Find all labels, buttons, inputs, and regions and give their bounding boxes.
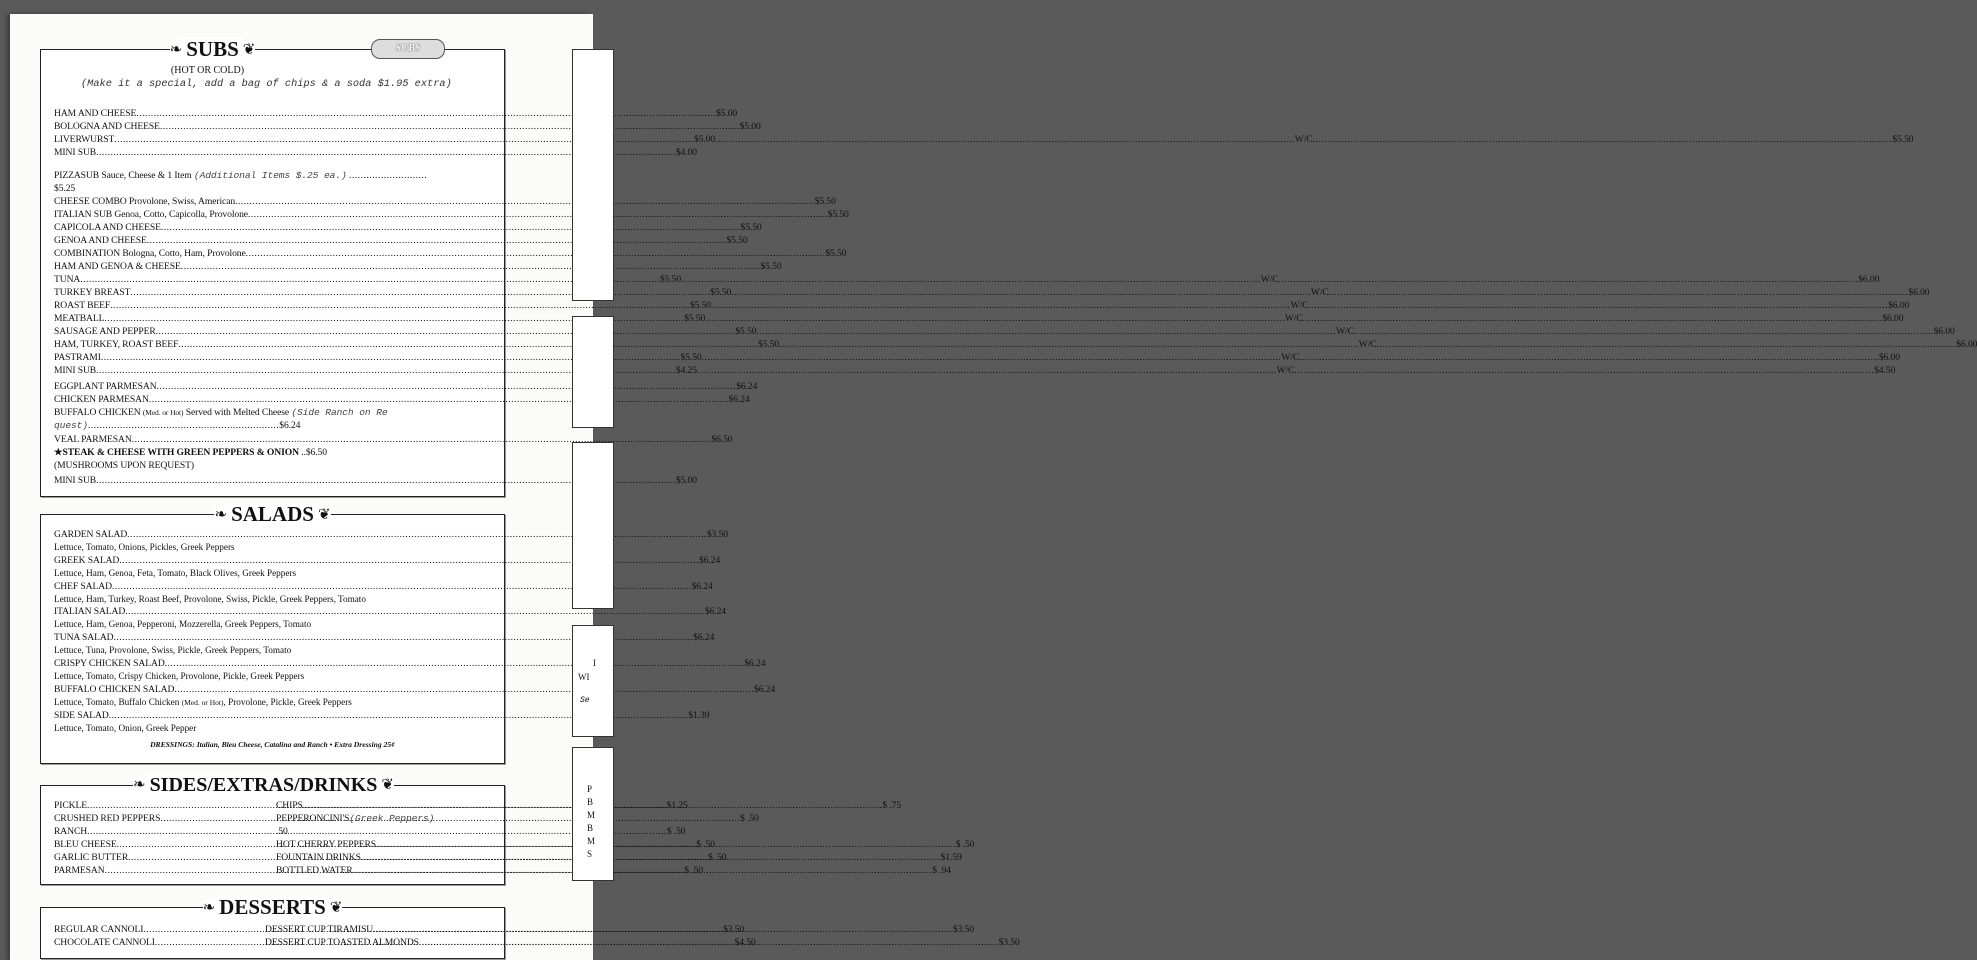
item-price: $6.24: [693, 632, 715, 644]
salad-row: [54, 580, 713, 593]
item-name: HOT CHERRY PEPPERS: [276, 839, 377, 850]
item-name: CHEF SALAD: [54, 580, 112, 592]
item-name: ROAST BEEF: [54, 300, 111, 311]
item-wc-label: W/C: [1336, 326, 1354, 337]
item-note: (Greek Peppers): [349, 813, 435, 824]
item-price-plain: $4.25: [675, 365, 697, 376]
right-box-letter: B: [587, 823, 594, 833]
pizzasub-price: $5.25: [54, 183, 76, 194]
sides-title: ❧ SIDES/EXTRAS/DRINKS ❦: [132, 774, 394, 796]
item-name: DESSERT CUP TOASTED ALMONDS: [265, 937, 419, 948]
salad-description: Lettuce, Tomato, Buffalo Chicken (Med. or Hot), Provolone, Pickle, Greek Peppers: [54, 696, 352, 707]
right-box-4: I WI Se: [572, 625, 614, 737]
desserts-section: [40, 895, 1020, 959]
right-box-1: [572, 49, 614, 301]
item-name: MINI SUB: [54, 475, 97, 486]
salad-description: Lettuce, Tomato, Onion, Greek Pepper: [54, 722, 197, 733]
item-name: EGGPLANT PARMESAN: [54, 381, 157, 392]
ornament-right-icon: ❦: [242, 42, 256, 58]
item-price: $ .94: [932, 865, 951, 876]
item-price: $ .50: [666, 826, 686, 837]
item-name: SIDE SALAD: [54, 709, 109, 721]
item-name: TURKEY BREAST: [54, 287, 131, 298]
salad-row: [54, 709, 710, 722]
item-name: HAM AND CHEESE: [54, 108, 137, 119]
ornament-left-icon: ❧: [202, 900, 216, 916]
steak-row: ★STEAK & CHEESE WITH GREEN PEPPERS & ONION ..$6.50: [54, 447, 327, 458]
item-name: BOLOGNA AND CHEESE: [54, 121, 160, 132]
side-item-row: [276, 825, 488, 838]
item-price: $5.50: [814, 196, 836, 207]
item-name: ITALIAN SUB Genoa, Cotto, Capicolla, Provolone: [54, 209, 248, 220]
item-price: $3.50: [723, 924, 745, 935]
item-price: $ .50: [684, 865, 703, 876]
salads-title: ❧ SALADS ❦: [214, 502, 331, 526]
salad-row: [54, 554, 721, 567]
item-price: $6.24: [728, 394, 750, 405]
menu-item-row: [54, 133, 1914, 146]
menu-item-row: [54, 325, 1955, 338]
subs-special-note: (Make it a special, add a bag of chips & a soda $1.95 extra): [81, 78, 452, 90]
menu-item-row: [54, 380, 758, 393]
item-name: BLEU CHEESE: [54, 839, 117, 850]
buffalo-chicken-row: BUFFALO CHICKEN (Med. or Hot) Served with Melted Cheese (Side Ranch on Re: [54, 407, 388, 418]
subs-section: [40, 37, 1977, 497]
item-name: PEPPERONCINI'S: [276, 813, 350, 824]
item-wc-label: W/C: [1358, 339, 1377, 350]
salad-description: Lettuce, Tomato, Onions, Pickles, Greek Peppers: [54, 542, 235, 552]
item-price: $5.00: [739, 121, 761, 132]
item-price: $1.59: [940, 852, 962, 863]
item-price: $5.50: [740, 222, 762, 233]
item-price: $ .50: [707, 852, 727, 863]
item-price: $6.00: [1858, 274, 1880, 285]
item-name: VEAL PARMESAN: [54, 434, 132, 445]
item-price: $ .50: [955, 839, 975, 850]
right-box-2: [572, 316, 614, 428]
right-box-letter: P: [587, 784, 593, 794]
sides-section: [40, 774, 975, 885]
item-price: $5.50: [726, 235, 748, 246]
subs-logo: SUBS: [371, 39, 445, 59]
item-price: $6.24: [744, 658, 766, 669]
item-price-plain: $5.00: [693, 134, 716, 145]
item-name: BUFFALO CHICKEN SALAD: [54, 683, 175, 695]
item-price: $4.50: [734, 937, 756, 948]
item-price-plain: $5.50: [710, 287, 732, 298]
item-price: $5.50: [760, 261, 782, 272]
item-name: BOTTLED WATER: [276, 865, 353, 876]
right-box-letter: B: [587, 797, 594, 807]
menu-item-row: [54, 221, 762, 234]
right-box-5: [572, 747, 614, 881]
veal-parmesan-row: [54, 433, 733, 446]
ornament-left-icon: ❧: [169, 42, 183, 58]
right-box-letter: M: [587, 810, 596, 820]
salad-description: Lettuce, Tuna, Provolone, Swiss, Pickle, Greek Peppers, Tomato: [54, 645, 292, 656]
menu-page: [10, 14, 1977, 960]
item-price: $6.00: [1956, 339, 1977, 350]
item-price-plain: $5.50: [659, 274, 682, 285]
item-price: $6.00: [1888, 300, 1910, 311]
salad-row: [54, 631, 715, 644]
item-price: $6.24: [698, 554, 721, 566]
item-name: REGULAR CANNOLI: [54, 924, 144, 935]
item-price: $4.00: [675, 147, 697, 158]
right-box-letter: M: [587, 836, 596, 846]
item-name: HAM AND GENOA & CHEESE: [54, 261, 181, 272]
item-name: TUNA: [54, 274, 81, 285]
item-price: $6.50: [711, 434, 733, 445]
item-name: DESSERT CUP TIRAMISU: [265, 924, 374, 935]
item-price: $5.50: [1892, 134, 1914, 145]
item-price-plain: $5.50: [735, 326, 757, 337]
item-price: $5.00: [715, 108, 738, 119]
item-name: CHICKEN PARMESAN: [54, 394, 149, 405]
item-wc-label: W/C: [1260, 274, 1279, 285]
mini-sub-row: [54, 474, 697, 487]
item-price: $6.24: [754, 683, 776, 695]
item-wc-label: W/C: [1276, 365, 1295, 376]
item-name: GARDEN SALAD: [54, 529, 128, 540]
item-name: COMBINATION Bologna, Cotto, Ham, Provolone: [54, 248, 246, 259]
salad-row: [54, 683, 776, 696]
menu-item-row: [54, 312, 1904, 325]
ornament-right-icon: ❦: [381, 777, 394, 793]
menu-item-row: [54, 195, 836, 208]
item-price: $5.50: [827, 209, 849, 220]
item-name: CHOCOLATE CANNOLI: [54, 937, 155, 948]
item-price: $1.25: [666, 800, 688, 811]
desserts-title: ❧ DESSERTS ❦: [202, 895, 343, 919]
menu-item-row: [54, 120, 761, 133]
menu-item-row: [54, 273, 1880, 286]
item-wc-label: W/C: [1284, 313, 1303, 324]
item-price: $ .75: [882, 800, 902, 811]
item-price: $5.00: [675, 475, 697, 486]
menu-item-row: [54, 351, 1900, 364]
item-name: TUNA SALAD: [54, 632, 114, 644]
menu-item-row: [54, 299, 1910, 312]
item-name: .50: [276, 826, 288, 837]
item-name: GENOA AND CHEESE: [54, 235, 147, 246]
item-price: $3.50: [952, 924, 974, 935]
item-name: CRUSHED RED PEPPERS: [54, 813, 161, 824]
item-price: $5.50: [825, 248, 847, 259]
item-price: $6.00: [1878, 352, 1900, 363]
item-name: SAUSAGE AND PEPPER: [54, 326, 156, 337]
item-name: CAPICOLA AND CHEESE: [54, 222, 161, 233]
side-item-row: [276, 838, 975, 851]
menu-item-row: [54, 286, 1930, 299]
item-price: $1.39: [688, 709, 710, 721]
item-price: $6.00: [1908, 287, 1930, 298]
menu-item-row: [54, 393, 750, 406]
item-price: $ .50: [696, 839, 715, 850]
item-wc-label: W/C: [1294, 134, 1313, 145]
item-price: $6.00: [1933, 326, 1955, 337]
ornament-right-icon: ❦: [329, 900, 343, 916]
item-name: PARMESAN: [54, 865, 105, 876]
menu-item-row: [54, 146, 697, 159]
item-name: RANCH: [54, 826, 88, 837]
dessert-row: [265, 923, 974, 936]
item-price-plain: $5.50: [758, 339, 780, 350]
buffalo-chicken-row-2: quest)..................................................................$6.24: [54, 420, 301, 431]
salad-description: Lettuce, Ham, Genoa, Feta, Tomato, Black Olives, Greek Peppers: [54, 567, 297, 578]
subs-subtitle: (HOT OR COLD): [170, 65, 245, 76]
item-name: MINI SUB: [54, 365, 97, 376]
item-price: $3.50: [998, 937, 1020, 948]
ornament-right-icon: ❦: [317, 507, 331, 523]
item-name: ITALIAN SALAD: [54, 606, 126, 618]
item-name: HAM, TURKEY, ROAST BEEF: [54, 339, 179, 350]
item-name: MINI SUB: [54, 147, 97, 158]
menu-item-row: [54, 234, 748, 247]
item-name: LIVERWURST: [54, 134, 115, 145]
item-name: FOUNTAIN DRINKS: [276, 852, 361, 863]
subs-title: ❧ SUBS ❦: [169, 37, 256, 61]
menu-item-row: [54, 364, 1896, 377]
salad-row: [54, 528, 728, 541]
item-price-plain: $5.50: [684, 313, 706, 324]
item-name: MEATBALL: [54, 313, 105, 324]
salad-description: Lettuce, Tomato, Crispy Chicken, Provolone, Pickle, Greek Peppers: [54, 671, 305, 681]
ornament-left-icon: ❧: [214, 507, 228, 523]
item-name: CHEESE COMBO Provolone, Swiss, American: [54, 196, 236, 207]
salad-row: [54, 657, 766, 670]
item-name: GARLIC BUTTER: [54, 852, 129, 863]
side-item-row: [54, 825, 686, 838]
item-price: $6.24: [736, 381, 758, 392]
item-name: PASTRAMI: [54, 352, 101, 363]
item-price: $3.50: [706, 529, 728, 540]
side-item-row: [276, 812, 488, 825]
salad-description: Lettuce, Ham, Genoa, Pepperoni, Mozzerella, Greek Peppers, Tomato: [54, 619, 312, 630]
menu-item-row: [54, 208, 849, 221]
item-name: CHIPS: [276, 800, 303, 811]
dressings-note: DRESSINGS: Italian, Bleu Cheese, Catalina and Ranch • Extra Dressing 25¢: [150, 740, 395, 749]
ornament-left-icon: ❧: [132, 777, 146, 793]
mushrooms-note: (MUSHROOMS UPON REQUEST): [54, 460, 194, 471]
right-box-3: [572, 442, 614, 609]
item-price: $6.24: [691, 580, 713, 592]
menu-item-row: [54, 247, 847, 260]
right-box-letter: S: [587, 849, 593, 859]
menu-item-row: [54, 260, 782, 273]
item-wc-label: W/C: [1281, 352, 1300, 363]
item-wc-label: W/C: [1310, 287, 1329, 298]
item-name: CRISPY CHICKEN SALAD: [54, 658, 165, 669]
salad-description: Lettuce, Ham, Turkey, Roast Beef, Provolone, Swiss, Pickle, Greek Peppers, Tomato: [54, 593, 366, 604]
item-price: $6.00: [1882, 313, 1904, 324]
item-price-plain: $5.50: [680, 352, 702, 363]
item-price: $ .50: [740, 813, 759, 824]
item-price-plain: $5.50: [689, 300, 711, 311]
item-name: PICKLE: [54, 800, 87, 811]
item-price: $4.50: [1874, 365, 1896, 376]
salad-row: [54, 605, 726, 618]
menu-item-row: [54, 107, 738, 120]
item-wc-label: W/C: [1290, 300, 1309, 311]
menu-item-row: [54, 338, 1977, 351]
pizzasub-row: PIZZASUB Sauce, Cheese & 1 Item (Additional Items $.25 ea.) ...........................: [54, 170, 428, 181]
item-price: $6.24: [704, 606, 726, 618]
item-name: GREEK SALAD: [54, 554, 120, 566]
